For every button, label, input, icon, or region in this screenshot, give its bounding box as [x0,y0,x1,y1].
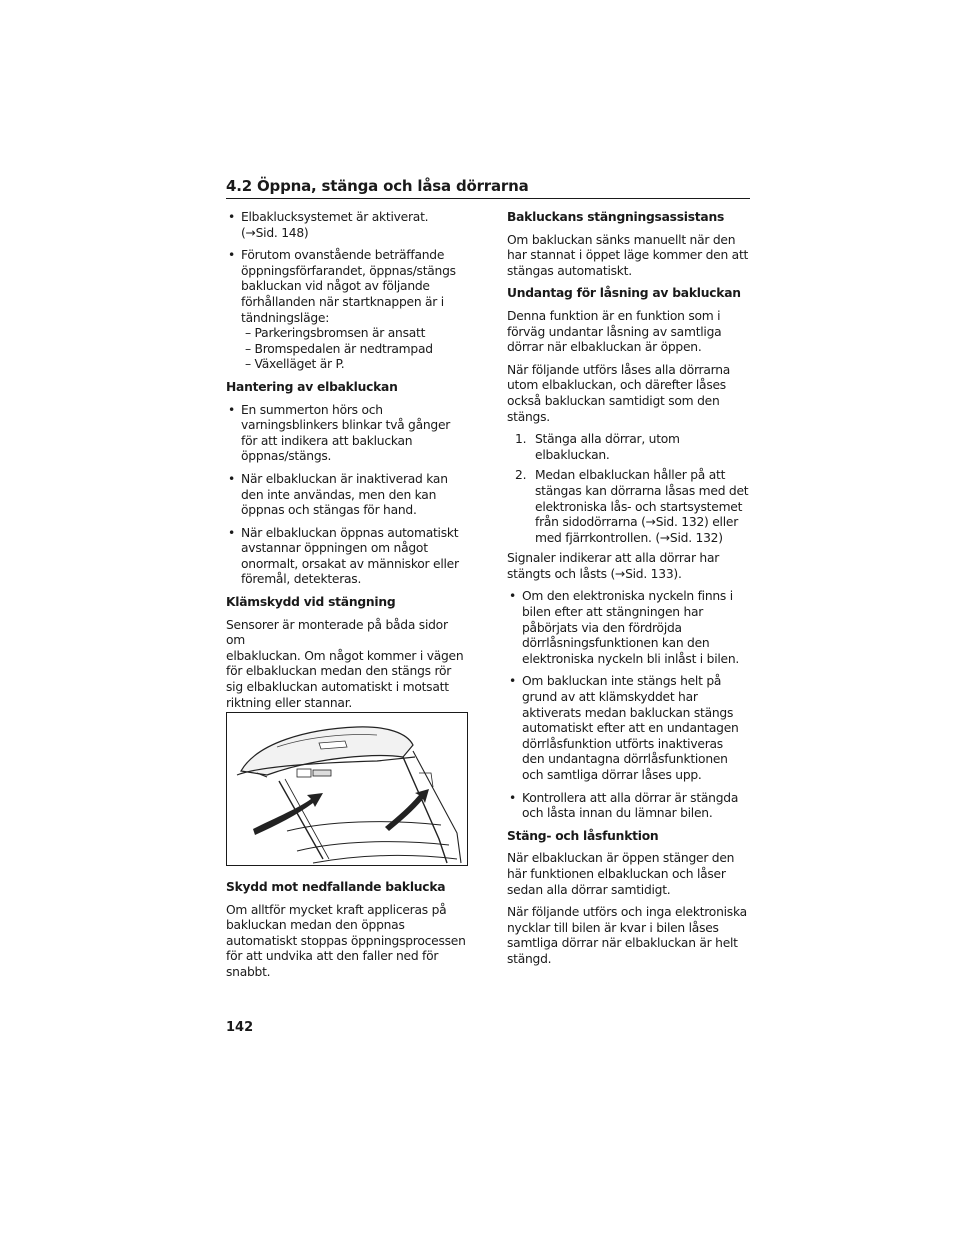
text-line: – Växelläget är P. [245,357,345,372]
text-line: • Om bakluckan inte stängs helt på [522,674,722,689]
text-line: stängas automatiskt. [507,263,632,278]
text-line: dörrlåsningsfunktionen kan den [522,636,710,651]
bullet-item [507,791,750,822]
text-line: öppnas och stängas för hand. [241,503,417,518]
text-line: Stänga alla dörrar, utom elbakluckan. [535,432,680,462]
right-bullet-list [507,589,750,821]
bullet-item [226,210,466,241]
text-line: den inte användas, men den kan [241,487,437,502]
bullet-item [507,589,750,667]
text-line: bakluckan vid något av följande [241,279,430,294]
left-bullet-list-mid [226,403,466,589]
bullet-item [226,403,466,465]
left-column-bottom [226,880,466,988]
bullet-item [226,472,466,519]
text-line: dörrlåsfunktion utförts inaktiveras [522,736,723,751]
text-line: öppningsförfarandet, öppnas/stängs [241,263,456,278]
text-line: Om bakluckan sänks manuellt när den [507,232,736,247]
numbered-step [515,432,750,463]
text-line: • En summerton hörs och [241,402,383,417]
text-line: Medan elbakluckan håller på att [535,468,726,483]
text-line: automatiskt efter att en undantagen [522,721,739,736]
text-line: aktiverats medan bakluckan stängs [522,705,734,720]
text-line: elbakluckan. Om något kommer i vägen [226,648,464,663]
text-line: grund av att klämskyddet har [522,690,698,705]
text-line: varningsblinkers blinkar två gånger [241,418,451,433]
paragraph-klamskydd [226,618,466,712]
text-line: När följande utförs och inga elektroniska [507,905,747,920]
text-line: Om alltför mycket kraft appliceras på [226,902,447,917]
text-line: dörrar när elbakluckan är öppen. [507,340,702,355]
text-line: • Elbaklucksystemet är aktiverat. [241,210,429,224]
text-line: onormalt, orsakat av människor eller [241,556,459,571]
text-line: stängas kan dörrarna låsas med det [535,483,749,498]
right-column [507,210,750,975]
text-line: automatiskt stoppas öppningsprocessen [226,933,466,948]
text-line: samtliga dörrar när elbakluckan är helt [507,936,738,951]
left-bullet-list-top [226,210,466,373]
text-line: också bakluckan samtidigt som den [507,393,720,408]
paragraph-inga-nycklar [507,905,750,967]
text-line: När följande utförs låses alla dörrarna [507,362,731,377]
text-line: påbörjats via den fördröjda [522,620,682,635]
text-line: När elbakluckan är öppen stänger den [507,851,735,866]
heading-stangningsassistans: Bakluckans stängningsassistans [507,210,725,224]
bullet-item [226,526,466,588]
text-line: sig elbakluckan automatiskt i motsatt [226,680,449,695]
text-line: Denna funktion är en funktion som i [507,308,721,323]
numbered-steps [507,432,750,546]
tailgate-drawing [227,713,467,865]
text-line: nycklar till bilen är kvar i bilen låses [507,920,719,935]
text-line: • När elbakluckan är inaktiverad kan [241,471,448,486]
heading-stang-las: Stäng- och låsfunktion [507,828,659,843]
paragraph-signaler [507,551,750,582]
text-line: bilen efter att stängningen har [522,605,704,620]
step-number: 2. [515,468,527,483]
text-line: den undantagna dörrlåsfunktionen [522,752,728,767]
left-column [226,210,466,718]
text-line: här funktionen elbakluckan och låser [507,866,726,881]
text-line: – Parkeringsbromsen är ansatt [245,326,426,341]
text-line: Signaler indikerar att alla dörrar har [507,551,720,566]
text-line: tändningsläge: [241,310,330,325]
text-line: förhållanden när startknappen är i [241,294,444,309]
bullet-item [226,248,466,373]
text-line: för elbakluckan medan den stängs rör [226,664,452,679]
text-line: förväg undantar låsning av samtliga [507,324,722,339]
text-line: – Bromspedalen är nedtrampad [245,341,433,356]
paragraph-stang-las [507,851,750,898]
text-line: elektroniska lås- och startsystemet [535,499,743,514]
heading-hantering: Hantering av elbakluckan [226,379,398,394]
text-line: elektroniska nyckeln bli inlåst i bilen. [522,651,740,666]
heading-undantag: Undantag för låsning av bakluckan [507,286,741,301]
paragraph-nar-foljande [507,363,750,425]
text-line: öppnas/stängs. [241,449,332,464]
text-line: har stannat i öppet läge kommer den att [507,248,749,263]
page-number: 142 [226,1020,254,1035]
text-line: stängs. [507,409,550,424]
text-line: • Förutom ovanstående beträffande [241,248,445,263]
text-line: utom elbakluckan, och därefter låses [507,378,726,393]
text-line: stängts och låsts (→Sid. 133). [507,566,682,581]
section-header [226,177,750,199]
text-line: snabbt. [226,964,271,979]
arrow-right-icon [385,789,429,831]
numbered-step [515,468,750,546]
text-line: från sidodörrarna (→Sid. 132) eller [535,515,739,530]
text-line: sedan alla dörrar samtidigt. [507,882,671,897]
bullet-item [507,674,750,783]
text-line: föremål, detekteras. [241,572,362,587]
text-line: • Om den elektroniska nyckeln finns i [522,589,733,604]
text-line: och samtliga dörrar låses upp. [522,768,702,782]
text-line: och låsta innan du lämnar bilen. [522,806,713,821]
text-line: stängd. [507,951,552,966]
text-line: bakluckan medan den öppnas [226,918,405,933]
paragraph-undantag [507,309,750,356]
heading-klamskydd: Klämskydd vid stängning [226,595,396,610]
text-line: riktning eller stannar. [226,695,353,710]
text-line: med fjärrkontrollen. (→Sid. 132) [535,530,723,545]
paragraph-stangningsassistans [507,233,750,280]
step-number: 1. [515,432,527,447]
text-line: för att undvika att den faller ned för [226,949,439,964]
text-line: • Kontrollera att alla dörrar är stängda [522,790,739,805]
text-line: Sensorer är monterade på båda sidor om [226,617,448,648]
text-line: (→Sid. 148) [241,225,309,240]
text-line: • När elbakluckan öppnas automatiskt [241,525,459,540]
heading-skydd: Skydd mot nedfallande baklucka [226,880,446,894]
text-line: avstannar öppningen om något [241,541,428,556]
paragraph-skydd [226,903,466,981]
text-line: för att indikera att bakluckan [241,433,413,448]
section-title: 4.2 Öppna, stänga och låsa dörrarna [226,177,529,195]
tailgate-illustration [226,712,468,866]
